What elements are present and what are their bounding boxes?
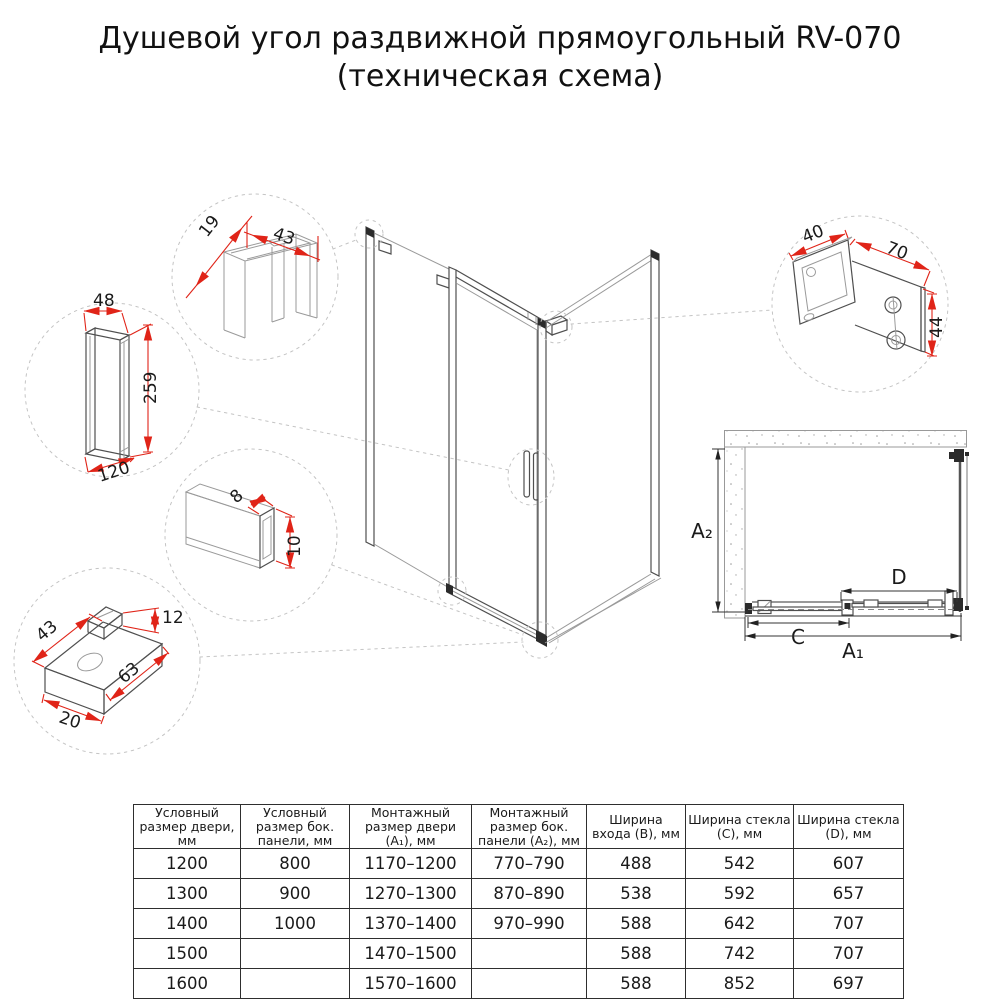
table-row <box>134 969 904 999</box>
dim-label-bracket-length: 70 <box>883 237 911 265</box>
plan-label-a1: A₁ <box>842 639 864 663</box>
table-cell: 1000 <box>241 909 350 939</box>
dim-label-handle-height: 259 <box>141 371 161 404</box>
detail-door-handle <box>25 291 199 487</box>
table-cell: 588 <box>587 909 686 939</box>
table-row <box>134 879 904 909</box>
table-cell <box>472 969 587 999</box>
table-row <box>134 939 904 969</box>
detail-circle <box>165 449 337 621</box>
wall-top <box>725 431 967 448</box>
table-cell: 1600 <box>134 969 241 999</box>
table-cell: 1470–1500 <box>350 939 472 969</box>
table-cell: 1300 <box>134 879 241 909</box>
handle-bar-outer <box>524 451 530 497</box>
detail-support-bar <box>165 449 337 621</box>
table-cell: 588 <box>587 969 686 999</box>
title-line-2: (техническая схема) <box>336 59 664 94</box>
plan-label-d: D <box>891 565 907 589</box>
side-panel-profile <box>651 250 659 576</box>
table-cell <box>241 969 350 999</box>
table-cell: 592 <box>686 879 794 909</box>
table-cell: 707 <box>794 939 904 969</box>
table-cell: 697 <box>794 969 904 999</box>
table-header-row <box>134 805 904 849</box>
table-row <box>134 909 904 939</box>
table-cell: 1570–1600 <box>350 969 472 999</box>
dimension-table <box>133 804 904 999</box>
dim-label-wall-profile-width: 43 <box>270 223 298 250</box>
main-isometric-view <box>197 220 772 658</box>
table-cell: 657 <box>794 879 904 909</box>
table-cell: 1400 <box>134 909 241 939</box>
plan-label-c: C <box>791 625 805 649</box>
table-cell: 542 <box>686 849 794 879</box>
table-cell: 1500 <box>134 939 241 969</box>
table-cell: 742 <box>686 939 794 969</box>
dim-label-guide-width: 20 <box>56 707 84 734</box>
table-cell: 770–790 <box>472 849 587 879</box>
header-panel-size: Условный размер бок. панели, мм <box>241 805 350 849</box>
dim-label-bracket-height: 44 <box>927 316 947 338</box>
detail-wall-profile <box>172 194 338 360</box>
detail-circle <box>25 303 199 477</box>
detail-floor-guide <box>14 568 200 754</box>
dim-label-wall-profile-depth: 19 <box>195 211 225 242</box>
table-cell: 1370–1400 <box>350 909 472 939</box>
table-cell: 800 <box>241 849 350 879</box>
dim-label-guide-height: 12 <box>162 608 184 628</box>
dim-label-bar-width: 8 <box>226 485 248 508</box>
header-rail <box>456 270 546 329</box>
table-cell: 1270–1300 <box>350 879 472 909</box>
header-glass-d: Ширина стекла (D), мм <box>794 805 904 849</box>
header-panel-mount: Монтажный размер бок. панели (A₂), мм <box>472 805 587 849</box>
table-cell: 970–990 <box>472 909 587 939</box>
plan-view <box>691 431 969 664</box>
plan-label-a2: A₂ <box>691 519 713 543</box>
dim-label-bracket-width: 40 <box>799 220 827 248</box>
corner-post <box>538 318 546 640</box>
door-frame-profile <box>449 267 456 591</box>
table-cell: 538 <box>587 879 686 909</box>
table-cell: 488 <box>587 849 686 879</box>
table-cell <box>241 939 350 969</box>
dim-label-handle-width: 48 <box>93 291 115 311</box>
table-cell: 642 <box>686 909 794 939</box>
wall-profile-left <box>366 227 374 546</box>
table-cell: 870–890 <box>472 879 587 909</box>
table-cell: 607 <box>794 849 904 879</box>
header-entry-width: Ширина входа (B), мм <box>587 805 686 849</box>
detail-circle <box>172 194 338 360</box>
dim-label-bar-height: 10 <box>285 535 305 557</box>
table-cell: 1170–1200 <box>350 849 472 879</box>
table-cell: 707 <box>794 909 904 939</box>
dim-label-guide-length: 63 <box>114 658 144 688</box>
table-cell: 852 <box>686 969 794 999</box>
header-glass-c: Ширина стекла (C), мм <box>686 805 794 849</box>
header-door-mount: Монтажный размер двери (A₁), мм <box>350 805 472 849</box>
wall-left <box>725 447 746 618</box>
title-line-1: Душевой угол раздвижной прямоугольный RV-070 <box>98 21 902 56</box>
detail-connectors <box>197 240 772 657</box>
dim-label-guide-edge: 43 <box>32 616 62 646</box>
dim-label-handle-base: 120 <box>95 457 133 487</box>
header-door-size: Условный размер двери, мм <box>134 805 241 849</box>
table-cell: 1200 <box>134 849 241 879</box>
table-cell: 588 <box>587 939 686 969</box>
detail-circle <box>14 568 200 754</box>
door-glass <box>456 283 537 630</box>
table-row <box>134 849 904 879</box>
detail-corner-bracket <box>772 216 948 392</box>
table-cell <box>472 939 587 969</box>
table-cell: 900 <box>241 879 350 909</box>
